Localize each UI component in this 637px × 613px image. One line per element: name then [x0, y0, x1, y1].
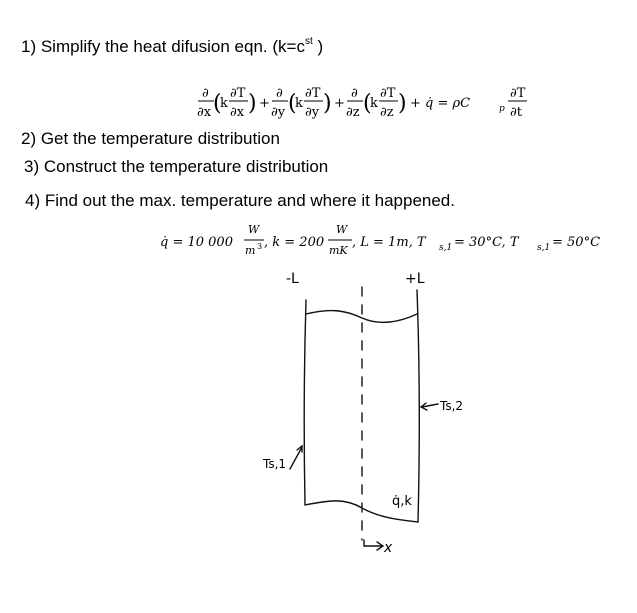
ts1-leader-line	[290, 447, 302, 469]
param-ts2-subscript: s,1	[537, 243, 551, 253]
eq-k-3: k	[370, 96, 378, 111]
eq-dx: ∂x	[230, 105, 245, 120]
question-1-superscript: st	[304, 36, 313, 47]
eq-partial-3: ∂	[351, 86, 358, 101]
eq-paren-open-2: (	[288, 91, 297, 116]
eq-dy: ∂y	[305, 105, 320, 120]
eq-partial-z: ∂z	[346, 105, 360, 120]
param-k-unit-num: W	[336, 223, 348, 236]
eq-dT-2: ∂T	[305, 86, 321, 101]
label-x: x	[384, 540, 393, 556]
slab-left-wall	[304, 300, 306, 505]
param-ts2-value: = 50°C	[552, 235, 601, 250]
eq-plus-2: +	[334, 96, 345, 111]
param-ts1-subscript: s,1	[439, 243, 453, 253]
eq-paren-open-1: (	[213, 91, 222, 116]
slab-right-wall	[417, 290, 419, 522]
eq-dt: ∂t	[510, 105, 522, 120]
question-4: 4) Find out the max. temperature and where it happened.	[25, 191, 455, 210]
eq-dT-3: ∂T	[380, 86, 396, 101]
param-k: , k = 200	[264, 235, 325, 250]
eq-k-1: k	[220, 96, 228, 111]
eq-dT-1: ∂T	[230, 86, 246, 101]
eq-generation-term: + q̇ = ρC	[410, 96, 471, 111]
eq-partial-1: ∂	[202, 86, 209, 101]
label-q-k: q̇,k	[392, 494, 412, 509]
question-2: 2) Get the temperature distribution	[21, 129, 280, 148]
label-ts2: Ts,2	[440, 399, 464, 413]
question-1-text: 1) Simplify the heat difusion eqn. (k=c	[21, 37, 305, 56]
param-qdot: q̇ = 10 000	[160, 235, 233, 250]
param-qdot-unit-exp: 3	[257, 242, 263, 251]
param-qdot-unit-num: W	[248, 223, 260, 236]
eq-dT-t: ∂T	[510, 86, 526, 101]
label-minus-L: -L	[286, 271, 299, 287]
eq-paren-close-2: )	[323, 91, 332, 116]
question-3: 3) Construct the temperature distribution	[24, 157, 329, 176]
eq-paren-close-1: )	[248, 91, 257, 116]
question-1-close: )	[312, 37, 324, 56]
param-qdot-unit-den: m	[245, 244, 256, 257]
given-parameters	[160, 223, 600, 257]
eq-paren-open-3: (	[363, 91, 372, 116]
eq-partial-2: ∂	[276, 86, 283, 101]
param-ts1-value: = 30°C, T	[454, 235, 519, 250]
label-ts1: Ts,1	[263, 457, 287, 471]
eq-partial-x: ∂x	[197, 105, 212, 120]
eq-dz: ∂z	[380, 105, 394, 120]
param-k-unit-den: mK	[329, 244, 348, 257]
slab-sketch	[290, 287, 438, 550]
param-L-Ts: , L = 1m, T	[352, 235, 426, 250]
eq-subscript-p: p	[499, 104, 505, 114]
heat-diffusion-equation	[197, 86, 527, 120]
eq-k-2: k	[295, 96, 303, 111]
eq-paren-close-3: )	[398, 91, 407, 116]
label-plus-L: +L	[405, 271, 425, 287]
eq-partial-y: ∂y	[271, 105, 286, 120]
eq-plus-1: +	[259, 96, 270, 111]
